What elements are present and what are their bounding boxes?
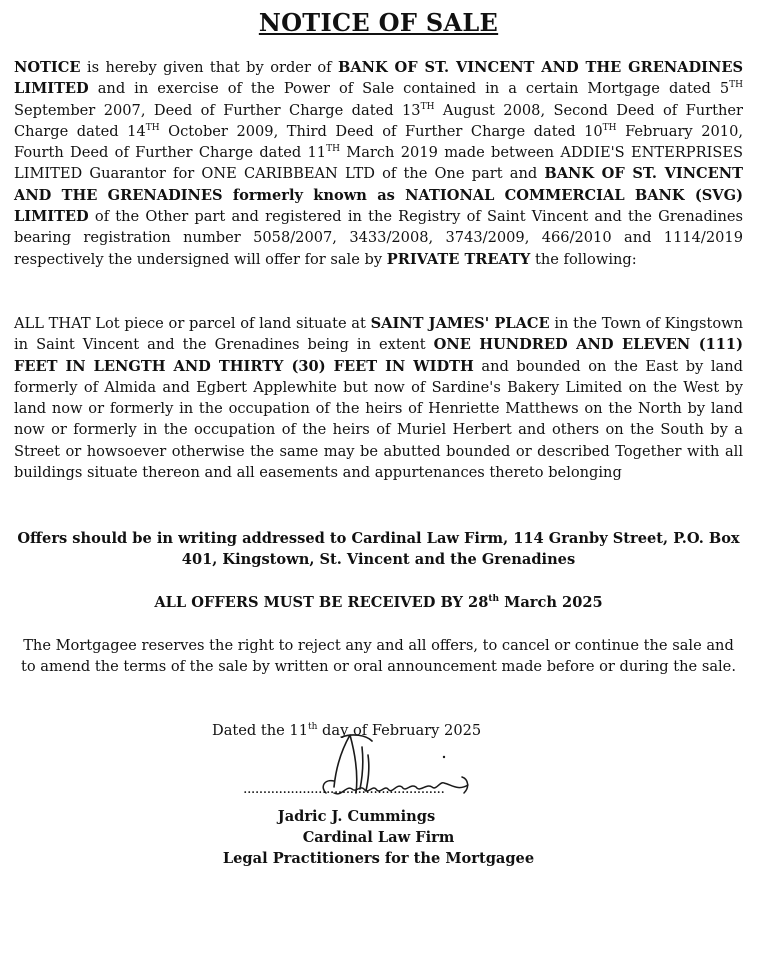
- bank-name: BANK OF ST. VINCENT AND THE GRENADINES LIMITED: [14, 59, 743, 98]
- notice-title: NOTICE OF SALE: [258, 8, 499, 37]
- ordinal-suffix: TH: [326, 144, 340, 155]
- ordinal-suffix: TH: [602, 123, 617, 134]
- property-extent: ONE HUNDRED AND ELEVEN (111) FEET IN LENGTH AND THIRTY (30) FEET IN WIDTH: [14, 336, 743, 375]
- text-run: and bounded on the East by land formerly of Almida and Egbert Applewhite but now of Sardine's Bakery Limited on the West by land now or formerly in the occupation of the heirs of Henriette Matthews on the North by land now or formerly in the occupation of the heirs of Muriel Herbert and others on the South by a Street or howsoever otherwise the same may be abutted bounded or described Together with all buildings situate thereon and all easements and appurtenances thereto belonging: [14, 357, 743, 482]
- notice-paragraph-property: [14, 313, 743, 483]
- text-run: February 2010, Fourth Deed of Further Charge dated 11: [14, 122, 743, 162]
- ordinal-suffix: TH: [420, 101, 435, 112]
- text-run: March 2019 made between ADDIE'S ENTERPRISES LIMITED Guarantor for ONE CARIBBEAN LTD of the One part and: [14, 144, 743, 183]
- signer-role: Legal Practitioners for the Mortgagee: [222, 850, 535, 867]
- signer-name: Jadric J. Cummings: [277, 808, 436, 825]
- text-run: ALL THAT Lot piece or parcel of land situate at: [14, 315, 371, 332]
- text-run: September 2007, Deed of Further Charge dated 13: [14, 101, 421, 119]
- ordinal-suffix: th: [308, 722, 318, 733]
- text-run: Dated the 11: [212, 722, 308, 739]
- offers-deadline: [14, 592, 743, 613]
- offers-instructions: Offers should be in writing addressed to Cardinal Law Firm, 114 Granby Street, P.O. Box 401, Kingstown, St. Vincent and the Grenadines: [17, 530, 740, 569]
- text-run: and in exercise of the Power of Sale contained in a certain Mortgage dated 5: [88, 80, 730, 98]
- property-location: SAINT JAMES' PLACE: [370, 315, 550, 332]
- notice-lead: NOTICE: [14, 59, 81, 76]
- text-run: ALL OFFERS MUST BE RECEIVED BY 28: [154, 594, 489, 611]
- signature-line: ...................................................: [243, 781, 445, 797]
- ordinal-suffix: TH: [145, 123, 160, 134]
- text-run: the following:: [530, 250, 637, 268]
- text-run: October 2009, Third Deed of Further Charge dated 10: [159, 122, 603, 140]
- text-run: day of February 2025: [317, 722, 482, 739]
- notice-paragraph-mortgage: [14, 57, 743, 270]
- sale-method: PRIVATE TREATY: [386, 250, 531, 268]
- signer-firm: Cardinal Law Firm: [302, 829, 455, 846]
- text-run: August 2008, Second Deed of Further Charge dated 14: [14, 101, 743, 140]
- text-run: March 2025: [499, 594, 603, 611]
- ordinal-suffix: th: [488, 594, 500, 605]
- mortgagee-reservation: The Mortgagee reserves the right to reject any and all offers, to cancel or continue the sale and to amend the terms of the sale by written or oral announcement made before or during the sale.: [21, 637, 736, 676]
- ordinal-suffix: TH: [729, 80, 743, 91]
- text-run: of the Other part and registered in the Registry of Saint Vincent and the Grenadines bearing registration number 5058/2007, 3433/2008, 3743/2009, 466/2010 and 1114/2019 respectively the undersigned will offer for sale by: [14, 208, 743, 268]
- text-run: is hereby given that by order of: [80, 59, 338, 76]
- bank-name-formerly: BANK OF ST. VINCENT AND THE GRENADINES formerly known as NATIONAL COMMERCIAL BANK (SVG) LIMITED: [14, 165, 743, 226]
- text-run: in the Town of Kingstown in Saint Vincent and the Grenadines being in extent: [14, 315, 744, 354]
